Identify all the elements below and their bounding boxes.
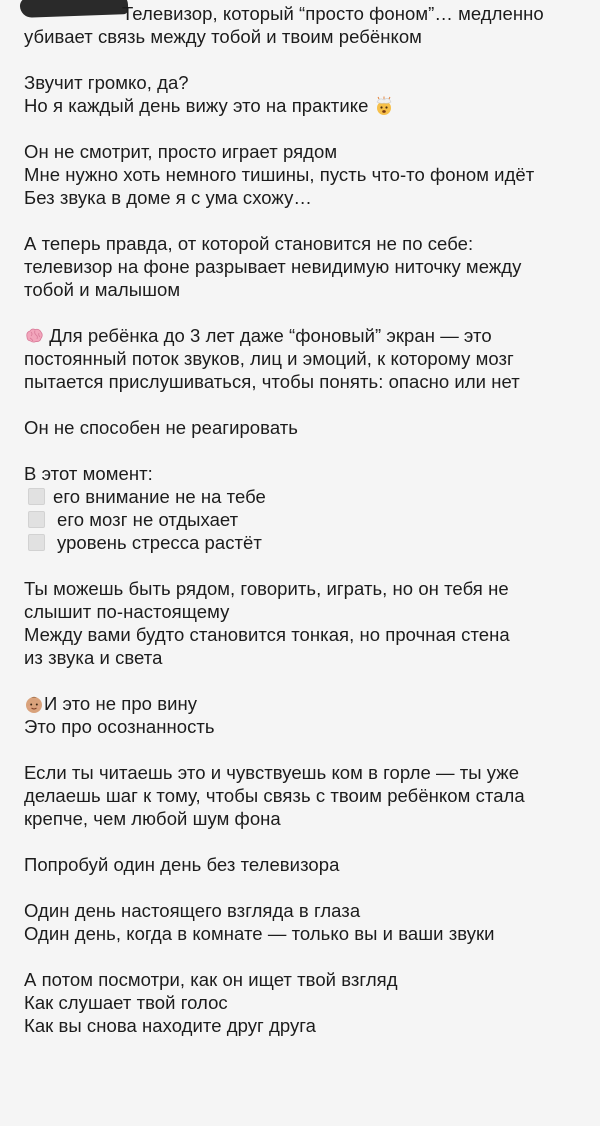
baby-face-icon bbox=[24, 694, 44, 714]
paragraph bbox=[24, 462, 590, 554]
text-line: А потом посмотри, как он ищет твой взгляд bbox=[24, 969, 398, 990]
text-line: телевизор на фоне разрывает невидимую ниточку между bbox=[24, 256, 522, 277]
text-line: Один день настоящего взгляда в глаза bbox=[24, 900, 361, 921]
text-line: Звучит громко, да? bbox=[24, 72, 189, 93]
bullet-line bbox=[24, 531, 590, 554]
paragraph bbox=[24, 968, 590, 1037]
brain-icon bbox=[24, 326, 44, 346]
bullet-text: его внимание не на тебе bbox=[53, 486, 266, 507]
bullet-line bbox=[24, 485, 590, 508]
text-line: Один день, когда в комнате — только вы и ваши звуки bbox=[24, 923, 495, 944]
post-body bbox=[24, 0, 590, 1060]
paragraph bbox=[24, 71, 590, 117]
bullet-text: уровень стресса растёт bbox=[57, 532, 262, 553]
paragraph bbox=[24, 416, 590, 439]
text-line: Если ты читаешь это и чувствуешь ком в горле — ты уже bbox=[24, 762, 520, 783]
text-line-content: Но я каждый день вижу это на практике bbox=[24, 95, 374, 116]
text-line: из звука и света bbox=[24, 647, 163, 668]
text-line: Без звука в доме я с ума схожу… bbox=[24, 187, 312, 208]
text-line: Как вы снова находите друг друга bbox=[24, 1015, 316, 1036]
text-line: Попробуй один день без телевизора bbox=[24, 854, 340, 875]
text-line: А теперь правда, от которой становится не по себе: bbox=[24, 233, 474, 254]
text-line bbox=[24, 324, 590, 347]
text-line: пытается прислушиваться, чтобы понять: опасно или нет bbox=[24, 371, 520, 392]
paragraph bbox=[24, 899, 590, 945]
checkbox-square-icon bbox=[28, 511, 45, 528]
text-line: тобой и малышом bbox=[24, 279, 181, 300]
text-line: делаешь шаг к тому, чтобы связь с твоим ребёнком стала bbox=[24, 785, 525, 806]
text-line: Телевизор, который “просто фоном”… медленно bbox=[122, 3, 544, 24]
paragraph bbox=[24, 324, 590, 393]
paragraph bbox=[24, 2, 590, 48]
paragraph bbox=[24, 140, 590, 209]
paragraph bbox=[24, 232, 590, 301]
text-line: Это про осознанность bbox=[24, 716, 215, 737]
text-line: крепче, чем любой шум фона bbox=[24, 808, 281, 829]
paragraph bbox=[24, 761, 590, 830]
text-line-content: И это не про вину bbox=[44, 693, 198, 714]
text-line bbox=[24, 692, 590, 715]
text-line: Ты можешь быть рядом, говорить, играть, но он тебя не bbox=[24, 578, 509, 599]
exploding-head-icon bbox=[374, 96, 394, 116]
text-line: убивает связь между тобой и твоим ребёнком bbox=[24, 26, 422, 47]
checkbox-square-icon bbox=[28, 488, 45, 505]
text-line: слышит по-настоящему bbox=[24, 601, 230, 622]
text-line-content: Для ребёнка до 3 лет даже “фоновый” экран — это bbox=[44, 325, 492, 346]
text-line: Между вами будто становится тонкая, но прочная стена bbox=[24, 624, 510, 645]
paragraph bbox=[24, 577, 590, 669]
text-line bbox=[24, 94, 590, 117]
bullet-text: его мозг не отдыхает bbox=[57, 509, 239, 530]
text-line: Он не смотрит, просто играет рядом bbox=[24, 141, 338, 162]
checkbox-square-icon bbox=[28, 534, 45, 551]
paragraph bbox=[24, 692, 590, 738]
text-line: В этот момент: bbox=[24, 463, 153, 484]
text-line: Мне нужно хоть немного тишины, пусть что-то фоном идёт bbox=[24, 164, 535, 185]
text-line: Он не способен не реагировать bbox=[24, 417, 298, 438]
paragraph bbox=[24, 853, 590, 876]
bullet-line bbox=[24, 508, 590, 531]
text-line: постоянный поток звуков, лиц и эмоций, к которому мозг bbox=[24, 348, 514, 369]
text-line: Как слушает твой голос bbox=[24, 992, 228, 1013]
